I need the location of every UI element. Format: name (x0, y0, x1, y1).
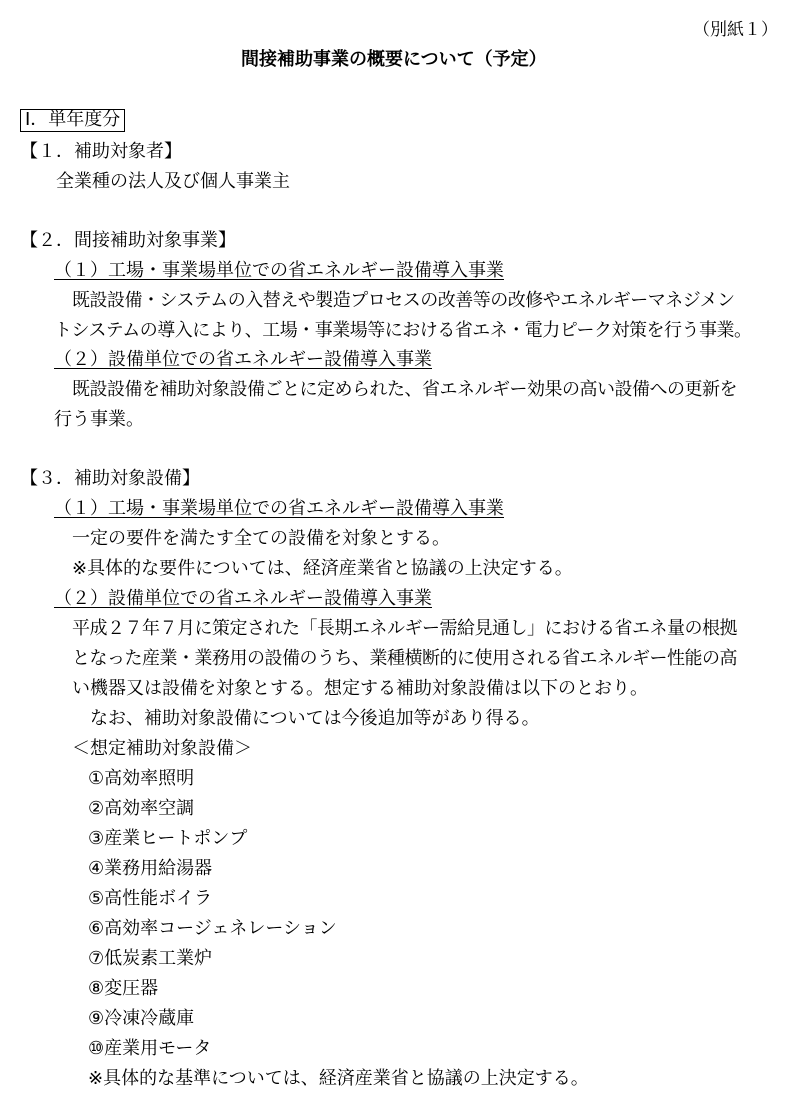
section-2-sub2-title: （２）設備単位での省エネルギー設備導入事業 (54, 349, 432, 370)
section-1-heading: 【１．補助対象者】 (20, 141, 182, 162)
section-3-sub2-body-line1: 平成２７年７月に策定された「長期エネルギー需給見通し」における省エネ量の根拠 (72, 618, 737, 639)
page-title: 間接補助事業の概要について（予定） (241, 49, 547, 70)
equipment-item: ⑦低炭素工業炉 (88, 948, 213, 969)
equipment-item: ⑥高効率コージェネレーション (88, 918, 337, 939)
equipment-item: ④業務用給湯器 (88, 858, 213, 879)
section-2-heading: 【２．間接補助対象事業】 (20, 230, 236, 251)
section-3-sub1-title: （１）工場・事業場単位での省エネルギー設備導入事業 (54, 498, 504, 519)
equipment-list-heading: ＜想定補助対象設備＞ (72, 738, 252, 759)
equipment-item: ③産業ヒートポンプ (88, 828, 248, 849)
section-2-sub1-title: （１）工場・事業場単位での省エネルギー設備導入事業 (54, 260, 504, 281)
section-3-sub1-body-line1: 一定の要件を満たす全ての設備を対象とする。 (72, 528, 450, 549)
equipment-item: ⑧変圧器 (88, 978, 159, 999)
section-3-sub1-body-line2: ※具体的な要件については、経済産業省と協議の上決定する。 (72, 558, 573, 579)
equipment-item: ⑩産業用モータ (88, 1038, 212, 1059)
attachment-label: （別紙１） (693, 20, 778, 40)
equipment-item: ⑤高性能ボイラ (88, 888, 213, 909)
section-2-sub2-body-line2: 行う事業。 (54, 409, 144, 430)
equipment-item: ②高効率空調 (88, 798, 195, 819)
section-3-sub2-body-line3: い機器又は設備を対象とする。想定する補助対象設備は以下のとおり。 (72, 678, 648, 699)
equipment-item: ①高効率照明 (88, 768, 195, 789)
section-3-footnote: ※具体的な基準については、経済産業省と協議の上決定する。 (88, 1068, 589, 1089)
section-3-heading: 【３．補助対象設備】 (20, 468, 200, 489)
section-3-sub2-body-line2: となった産業・業務用の設備のうち、業種横断的に使用される省エネルギー性能の高 (72, 648, 737, 669)
section-2-sub1-body-line1: 既設設備・システムの入替えや製造プロセスの改善等の改修やエネルギーマネジメン (72, 290, 735, 311)
section-3-sub2-body-line4: なお、補助対象設備については今後追加等があり得る。 (90, 708, 540, 729)
section-1-body: 全業種の法人及び個人事業主 (56, 171, 290, 192)
section-2-sub2-body-line1: 既設設備を補助対象設備ごとに定められた、省エネルギー効果の高い設備への更新を (72, 379, 737, 400)
section-i-heading: Ⅰ．単年度分 (20, 109, 125, 132)
section-3-sub2-title: （２）設備単位での省エネルギー設備導入事業 (54, 588, 432, 609)
section-2-sub1-body-line2: トシステムの導入により、工場・事業場等における省エネ・電力ピーク対策を行う事業。 (54, 320, 752, 341)
equipment-item: ⑨冷凍冷蔵庫 (88, 1008, 195, 1029)
